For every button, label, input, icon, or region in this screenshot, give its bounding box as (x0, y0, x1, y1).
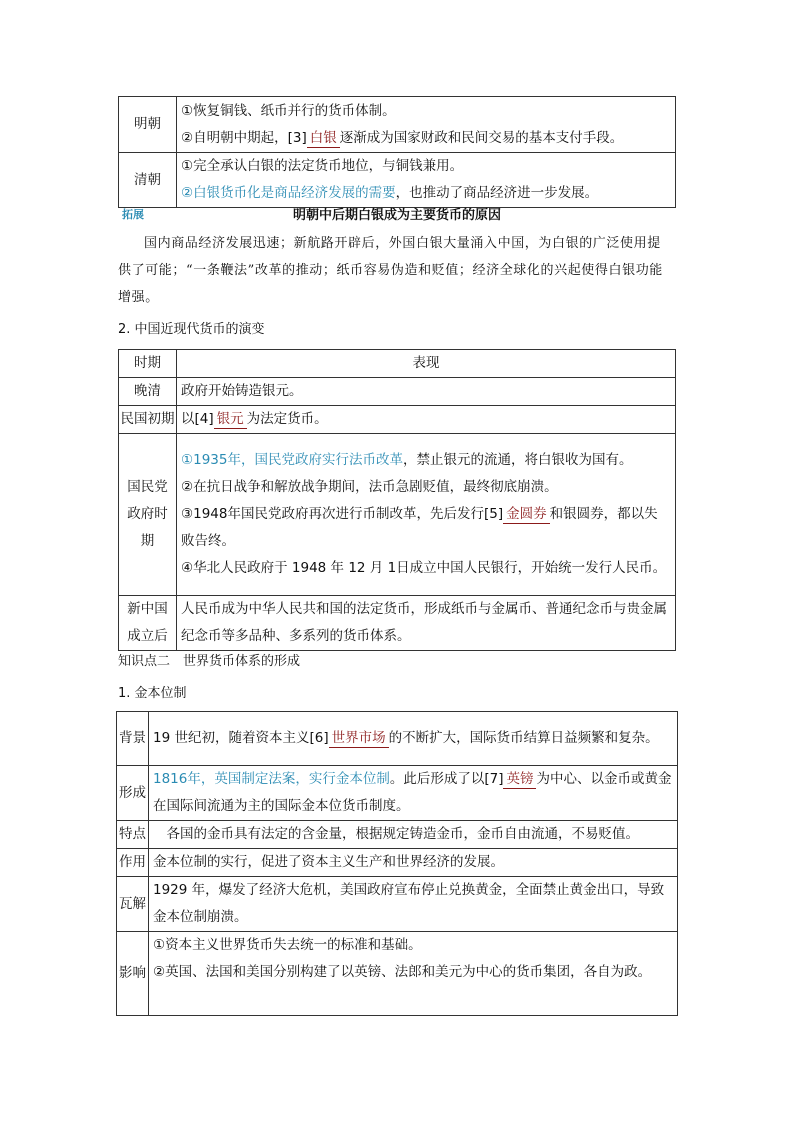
extension-title: 明朝中后期白银成为主要货币的原因 (292, 208, 501, 223)
early-republic-content (177, 406, 676, 434)
label-role: 作用 (117, 849, 149, 877)
collapse-content: 1929 年，爆发了经济大危机，美国政府宣布停止兑换黄金，全面禁止黄金出口，导致金本位制崩溃。 (149, 877, 678, 932)
feature-content: 各国的金币具有法定的含金量，根据规定铸造金币，金币自由流通，不易贬值。 (149, 821, 678, 849)
qing-line2-highlight: ②白银货币化是商品经济发展的需要 (181, 185, 396, 201)
extension-tag: 拓展 (122, 208, 144, 221)
kmt-line4: ④华北人民政府于 1948 年 12 月 1日成立中国人民银行，开始统一发行人民币。 (181, 560, 667, 576)
fill-blank-5: 金圆券 (503, 506, 550, 524)
kmt-line2: ②在抗日战争和解放战争期间，法币急剧贬值，最终彻底崩溃。 (181, 479, 558, 495)
extension-body: 国内商品经济发展迅速；新航路开辟后，外国白银大量涌入中国，为白银的广泛使用提供了可能；“一条鞭法”改革的推动；纸币容易伪造和贬值；经济全球化的兴起使得白银功能增强。 (118, 236, 663, 305)
fill-blank-7: 英镑 (503, 771, 536, 789)
ming-line2 (181, 125, 671, 152)
gold-standard-table (116, 711, 678, 1016)
period-new-china: 新中国成立后 (119, 596, 177, 651)
ming-content (177, 97, 676, 153)
early-rep-post: 为法定货币。 (246, 411, 328, 427)
section2-heading: 2. 中国近现代货币的演变 (118, 322, 265, 337)
label-collapse: 瓦解 (117, 877, 149, 932)
background-content (149, 712, 678, 766)
ming-qing-table (118, 96, 676, 208)
impact-content (149, 932, 678, 1016)
sub1-heading: 1. 金本位制 (118, 686, 187, 701)
background-post: 的不断扩大，国际货币结算日益频繁和复杂。 (388, 730, 659, 746)
formation-highlight: 1816年，英国制定法案，实行金本位制 (153, 771, 390, 787)
kmt-line1-highlight: ①1935年，国民党政府实行法币改革 (181, 452, 403, 468)
qing-content (177, 153, 676, 208)
formation-post: 为中心、以金币或黄金在国际间流通为主的国际金本位货币制度。 (153, 771, 672, 814)
period-kmt: 国民党政府时期 (119, 434, 177, 596)
fill-blank-3: 白银 (307, 130, 340, 148)
new-china-content: 人民币成为中华人民共和国的法定货币，形成纸币与金属币、普通纪念币与贵金属纪念币等多品种、多系列的货币体系。 (177, 596, 676, 651)
label-background: 背景 (117, 712, 149, 766)
ming-line2-post: 逐渐成为国家财政和民间交易的基本支付手段。 (339, 129, 624, 146)
qing-line1: ①完全承认白银的法定货币地位，与铜钱兼用。 (181, 158, 464, 174)
ming-line1: ①恢复铜钱、纸币并行的货币体制。 (181, 102, 396, 119)
fill-blank-4: 银元 (214, 411, 247, 429)
period-ming: 明朝 (119, 97, 177, 153)
kmt-content (177, 434, 676, 596)
ming-line2-pre: ②自明朝中期起，[3] (181, 129, 307, 146)
kmt-line3-pre: ③1948年国民党政府再次进行币制改革，先后发行[5] (181, 506, 504, 522)
background-pre: 19 世纪初，随着资本主义[6] (153, 730, 329, 746)
period-qing: 清朝 (119, 153, 177, 208)
knowledge2-heading: 知识点二 世界货币体系的形成 (118, 654, 301, 669)
impact-line1: ①资本主义世界货币失去统一的标准和基础。 (153, 937, 422, 953)
label-impact: 影响 (117, 932, 149, 1016)
qing-line2 (181, 180, 671, 207)
header-period: 时期 (119, 350, 177, 378)
period-early-republic: 民国初期 (119, 406, 177, 434)
kmt-line1-post: ，禁止银元的流通，将白银收为国有。 (402, 452, 633, 468)
late-qing-content: 政府开始铸造银元。 (177, 378, 676, 406)
kmt-line1 (181, 447, 671, 474)
fill-blank-6: 世界市场 (329, 730, 389, 748)
modern-currency-table (118, 349, 676, 651)
label-formation: 形成 (117, 766, 149, 821)
formation-pre: 。此后形成了以[7] (389, 771, 504, 787)
label-feature: 特点 (117, 821, 149, 849)
formation-content (149, 766, 678, 821)
period-late-qing: 晚清 (119, 378, 177, 406)
header-content: 表现 (177, 350, 676, 378)
role-content: 金本位制的实行，促进了资本主义生产和世界经济的发展。 (149, 849, 678, 877)
qing-line2-post: ，也推动了商品经济进一步发展。 (395, 185, 599, 201)
kmt-line3-post: 和银圆券，都以失败告终。 (181, 506, 658, 549)
impact-line2: ②英国、法国和美国分别构建了以英镑、法郎和美元为中心的货币集团，各自为政。 (153, 964, 652, 980)
early-rep-pre: 以[4] (181, 411, 214, 427)
kmt-line3 (181, 501, 671, 555)
